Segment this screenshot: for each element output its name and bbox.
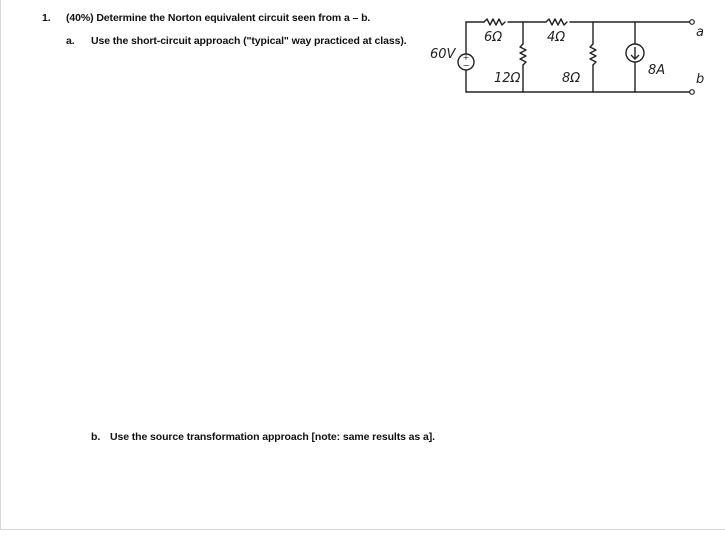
resistor-6-ohm-symbol xyxy=(484,19,505,25)
resistor-12-label: 12Ω xyxy=(494,71,521,86)
resistor-4-ohm-symbol xyxy=(546,19,567,25)
page-edge-left xyxy=(0,0,1,530)
circuit-diagram xyxy=(420,6,720,106)
part-a-number: a. xyxy=(66,35,75,47)
part-a-text: Use the short-circuit approach ("typical" way practiced at class). xyxy=(91,35,407,47)
resistor-8-label: 8Ω xyxy=(562,71,581,86)
terminal-b-node xyxy=(690,90,695,95)
part-b-text: Use the source transformation approach [note: same results as a]. xyxy=(110,431,435,443)
resistor-6-label: 6Ω xyxy=(484,30,503,45)
voltage-source-icon xyxy=(458,53,474,70)
part-b-number: b. xyxy=(91,431,101,443)
terminal-a-node xyxy=(690,20,695,25)
current-source-icon xyxy=(626,44,644,62)
voltage-source-label: 60V xyxy=(430,47,456,62)
page-edge-bottom xyxy=(0,529,725,530)
terminal-a-label: a xyxy=(696,25,704,40)
resistor-4-label: 4Ω xyxy=(547,30,566,45)
question-number: 1. xyxy=(42,12,51,24)
svg-text:−: − xyxy=(462,61,470,70)
current-source-label: 8A xyxy=(648,63,666,78)
svg-text:+: + xyxy=(462,53,470,62)
question-text: (40%) Determine the Norton equivalent circuit seen from a – b. xyxy=(66,12,371,24)
resistor-8-ohm-symbol xyxy=(590,44,596,65)
terminal-b-label: b xyxy=(696,72,705,87)
resistor-12-ohm-symbol xyxy=(520,44,526,65)
